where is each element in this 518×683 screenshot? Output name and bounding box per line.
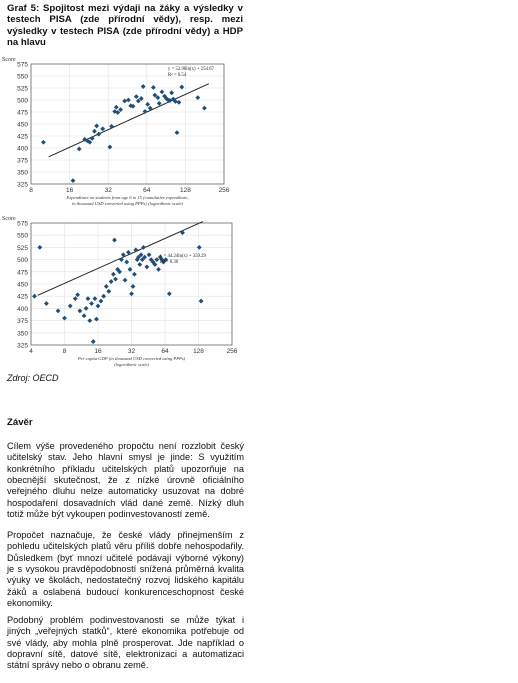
y-tick-label: 575 [17,61,28,69]
paragraph: Cílem výše provedeného propočtu není rozzlobit český učitelský stav. Jeho hlavní smysl je jinde: S využitím konkrétního příkladu učitelských platů upozorňuje na obecnější skutečnost, že z nízké úrovně oficiálního veřejného dluhu nelze automaticky usuzovat na dobré hospodaření dosavadních vlád dané země. Nízký dluh totiž může být vykoupen podinvestovaností země. [7,441,244,520]
figure-caption: Graf 5: Spojitost mezi výdaji na žáky a výsledky v testech PISA (zde přírodní vědy), resp. mezi výsledky v testech PISA (zde přírodní vědy) a HDP na hlavu [7,3,243,49]
paragraph: Podobný problém podinvestovanosti se může týkat i jiných „veřejných statků“, které ekonomika potřebuje od své vlády, aby mohla plně prosperovat. Jde například o dopravní sítě, datové sítě, elektronizaci a automatizaci státní správy nebo o obranu země. [7,615,244,671]
data-point [112,238,117,243]
y-axis-label: Score [2,57,16,63]
trend-line [49,84,209,157]
data-point [154,257,159,262]
data-point [147,252,152,257]
data-point [92,296,97,301]
data-point [106,289,111,294]
data-point [114,105,119,110]
data-point [199,299,204,304]
x-tick-label: 32 [104,187,112,194]
chart-expenditure [0,58,240,208]
x-tick-label: 4 [29,348,33,355]
data-point [133,247,138,252]
data-point [84,306,89,311]
y-tick-label: 525 [17,244,28,252]
data-point [77,147,82,152]
y-tick-label: 550 [17,73,28,81]
data-point [169,90,174,95]
data-point [156,267,161,272]
data-point [167,291,172,296]
data-point [96,304,101,309]
data-point [145,102,150,107]
data-point [100,126,105,131]
r-squared: R² = 0.54 [168,73,187,78]
data-point [44,301,49,306]
data-point [175,130,180,135]
y-tick-label: 350 [17,330,28,338]
data-point [195,95,200,100]
data-point [119,257,124,262]
y-tick-label: 500 [17,257,28,265]
data-point [177,100,182,105]
x-tick-label: 64 [143,187,151,194]
data-point [99,299,104,304]
data-point [132,272,137,277]
data-point [77,308,82,313]
data-point [56,308,61,313]
x-tick-label: 128 [179,187,191,194]
y-tick-label: 525 [17,85,28,93]
x-tick-label: 16 [94,348,102,355]
data-point [157,101,162,106]
data-point [32,294,37,299]
x-axis-label: Expenditure on students from age 6 to 15 (cumulative expenditure, [66,195,189,200]
y-tick-label: 550 [17,232,28,240]
data-point [111,272,116,277]
data-point [82,313,87,318]
x-tick-label: 128 [193,348,204,355]
data-point [151,85,156,90]
data-point [124,260,129,265]
data-point [137,262,142,267]
x-axis-label: in thousand USD converted using PPPs) (logarithmic scale) [71,201,184,206]
data-point [71,178,76,183]
chart-expenditure-svg [0,58,240,208]
data-point [104,284,109,289]
chart-gdp-svg [0,213,240,373]
y-tick-label: 375 [17,157,28,165]
data-point [62,316,67,321]
y-tick-label: 400 [17,145,28,153]
data-point [134,94,139,99]
data-point [92,129,97,134]
y-tick-label: 325 [17,342,28,350]
x-tick-label: 8 [29,187,33,194]
data-point [123,278,128,283]
paragraph: Propočet naznačuje, že české vlády přinejmenším z pohledu učitelských platů věru příliš dobře nehospodařily. Důsledkem (byť mnozí učitelé podávají výborné výkony) je s vysokou pravděpodobností snížená průměrná kvalita výuky ve školách, nedostatečný rozvoj lidského kapitálu žáků a oslabená budoucí konkurenceschopnost české ekonomiky. [7,530,244,609]
r-squared: R² = 0.36 [160,260,179,265]
x-axis-label: (logarithmic scale) [113,362,150,367]
y-tick-label: 375 [17,318,28,326]
data-point [202,106,207,111]
data-point [160,89,165,94]
data-point [87,318,92,323]
source-note: Zdroj: OECD [7,373,59,383]
y-axis-label: Score [2,216,16,222]
data-point [101,294,106,299]
data-point [109,279,114,284]
data-point [68,304,73,309]
data-point [144,265,149,270]
x-tick-label: 64 [161,348,169,355]
section-heading: Závěr [7,417,33,428]
data-point [89,301,94,306]
y-tick-label: 425 [17,133,28,141]
y-tick-label: 325 [17,181,28,189]
x-tick-label: 256 [218,187,230,194]
y-tick-label: 475 [17,109,28,117]
data-point [122,99,127,104]
data-point [91,339,96,344]
x-tick-label: 8 [62,348,67,355]
x-tick-label: 16 [65,187,74,194]
data-point [129,291,134,296]
y-tick-label: 400 [17,305,28,313]
data-point [109,124,114,129]
y-tick-label: 475 [17,269,28,277]
y-tick-label: 450 [17,281,28,289]
x-tick-label: 256 [226,348,238,355]
data-point [41,140,46,145]
data-point [37,245,42,250]
data-point [73,296,78,301]
y-tick-label: 450 [17,121,28,129]
data-point [113,277,118,282]
y-tick-label: 350 [17,169,28,177]
trend-equation: y = 52.96ln(x) + 254.67 [168,67,214,72]
y-tick-label: 575 [17,220,28,228]
data-point [86,296,91,301]
x-tick-label: 32 [127,348,136,355]
y-tick-label: 425 [17,293,28,301]
data-point [126,98,131,103]
trend-equation: y = 44.24ln(x) + 359.29 [160,254,206,259]
chart-gdp [0,213,240,373]
x-axis-label: Per capita GDP (in thousand USD converted using PPPs) [77,356,186,361]
data-point [179,85,184,90]
data-point [197,245,202,250]
y-tick-label: 500 [17,97,28,105]
